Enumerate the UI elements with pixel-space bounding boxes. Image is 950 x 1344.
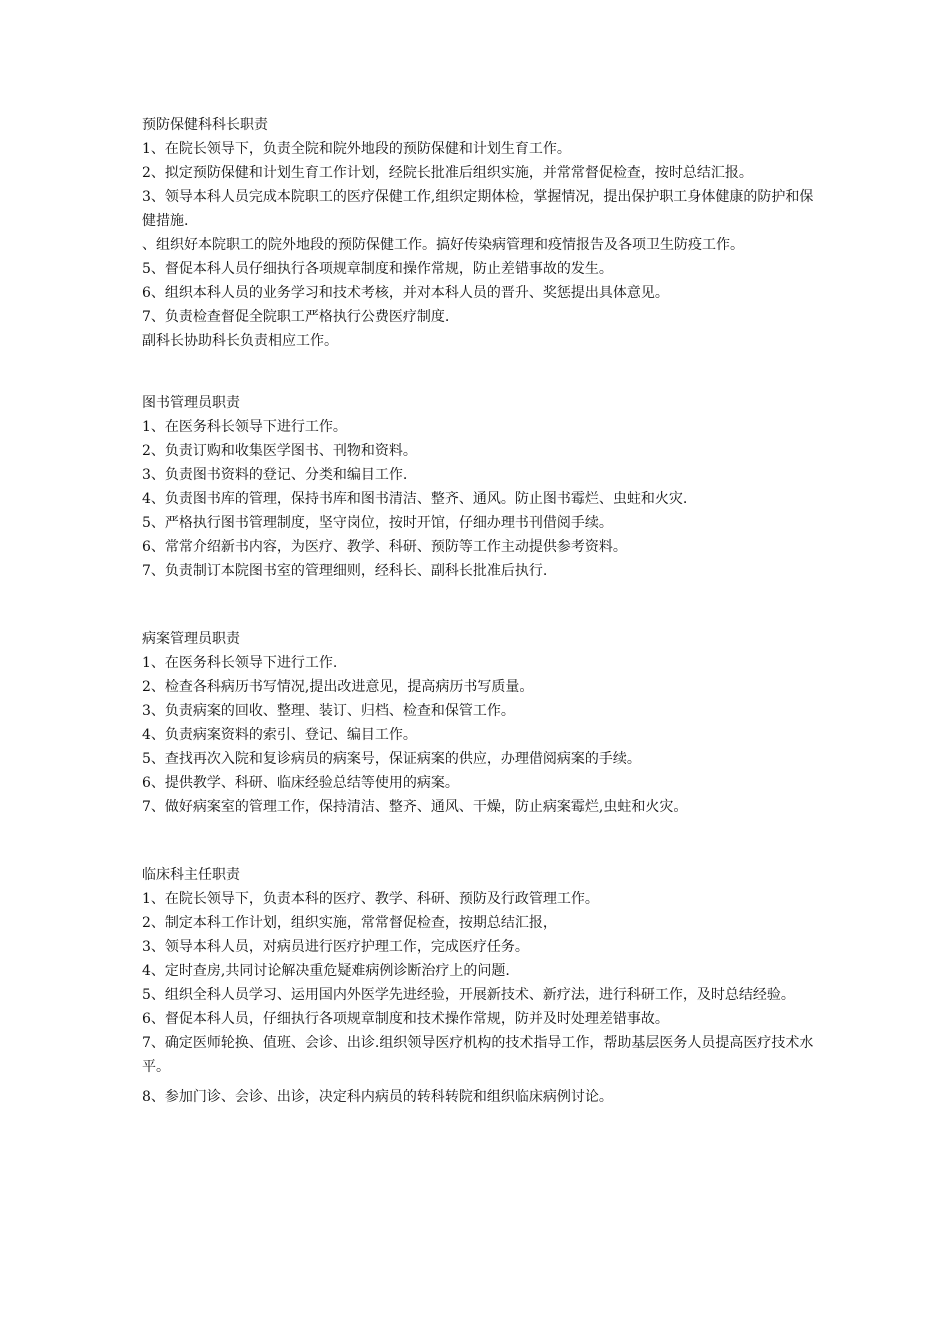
list-item: 副科长协助科长负责相应工作。 — [142, 333, 338, 349]
list-item: 5、严格执行图书管理制度，坚守岗位，按时开馆，仔细办理书刊借阅手续。 — [142, 515, 613, 531]
document-page — [142, 113, 818, 1109]
list-item: 7、负责检查督促全院职工严格执行公费医疗制度. — [142, 309, 450, 325]
list-item: 2、制定本科工作计划，组织实施，常常督促检查，按期总结汇报， — [142, 915, 557, 931]
list-item: 8、参加门诊、会诊、出诊，决定科内病员的转科转院和组织临床病例讨论。 — [142, 1089, 613, 1105]
list-item: 5、督促本科人员仔细执行各项规章制度和操作常规，防止差错事故的发生。 — [142, 261, 613, 277]
list-item: 2、拟定预防保健和计划生育工作计划，经院长批准后组织实施，并常常督促检查，按时总结汇报。 — [142, 165, 753, 181]
section-preventive-care — [142, 113, 818, 353]
list-item: 4、定时查房,共同讨论解决重危疑难病例诊断治疗上的问题. — [142, 963, 510, 979]
list-item: 7、做好病案室的管理工作，保持清洁、整齐、通风、干燥，防止病案霉烂,虫蛀和火灾。 — [142, 799, 688, 815]
list-item: 1、在医务科长领导下进行工作。 — [142, 419, 347, 435]
section-spacer — [142, 819, 818, 863]
section-medical-records — [142, 627, 818, 819]
list-item: 3、领导本科人员，对病员进行医疗护理工作，完成医疗任务。 — [142, 939, 529, 955]
list-item: 3、负责病案的回收、整理、装订、归档、检查和保管工作。 — [142, 703, 515, 719]
list-item: 5、查找再次入院和复诊病员的病案号，保证病案的供应，办理借阅病案的手续。 — [142, 751, 641, 767]
list-item: 7、负责制订本院图书室的管理细则，经科长、副科长批准后执行. — [142, 563, 548, 579]
list-item: 2、检查各科病历书写情况,提出改进意见，提高病历书写质量。 — [142, 679, 534, 695]
list-item: 、组织好本院职工的院外地段的预防保健工作。搞好传染病管理和疫情报告及各项卫生防疫工作。 — [142, 237, 744, 253]
section-spacer — [142, 353, 818, 391]
section-clinical-director — [142, 863, 818, 1109]
list-item: 7、确定医师轮换、值班、会诊、出诊.组织领导医疗机构的技术指导工作，帮助基层医务人员提高医疗技术水平。 — [142, 1035, 814, 1075]
section-title: 临床科主任职责 — [142, 867, 240, 883]
list-item: 1、在医务科长领导下进行工作. — [142, 655, 338, 671]
list-item: 1、在院长领导下，负责全院和院外地段的预防保健和计划生育工作。 — [142, 141, 571, 157]
section-title: 图书管理员职责 — [142, 395, 240, 411]
list-item: 5、组织全科人员学习、运用国内外医学先进经验，开展新技术、新疗法，进行科研工作，及时总结经验。 — [142, 987, 795, 1003]
list-item: 3、领导本科人员完成本院职工的医疗保健工作,组织定期体检，掌握情况，提出保护职工身体健康的防护和保健措施. — [142, 189, 814, 229]
list-item: 6、提供教学、科研、临床经验总结等使用的病案。 — [142, 775, 459, 791]
list-item: 6、督促本科人员，仔细执行各项规章制度和技术操作常规，防并及时处理差错事故。 — [142, 1011, 669, 1027]
list-item: 2、负责订购和收集医学图书、刊物和资料。 — [142, 443, 417, 459]
list-item: 1、在院长领导下，负责本科的医疗、教学、科研、预防及行政管理工作。 — [142, 891, 599, 907]
list-item: 4、负责图书库的管理，保持书库和图书清洁、整齐、通风。防止图书霉烂、虫蛀和火灾. — [142, 491, 688, 507]
list-item: 4、负责病案资料的索引、登记、编目工作。 — [142, 727, 417, 743]
list-item: 3、负责图书资料的登记、分类和编目工作. — [142, 467, 408, 483]
section-title: 预防保健科科长职责 — [142, 117, 268, 133]
section-spacer — [142, 583, 818, 627]
list-item: 6、组织本科人员的业务学习和技术考核，并对本科人员的晋升、奖惩提出具体意见。 — [142, 285, 669, 301]
section-title: 病案管理员职责 — [142, 631, 240, 647]
section-librarian — [142, 391, 818, 583]
list-item: 6、常常介绍新书内容，为医疗、教学、科研、预防等工作主动提供参考资料。 — [142, 539, 627, 555]
